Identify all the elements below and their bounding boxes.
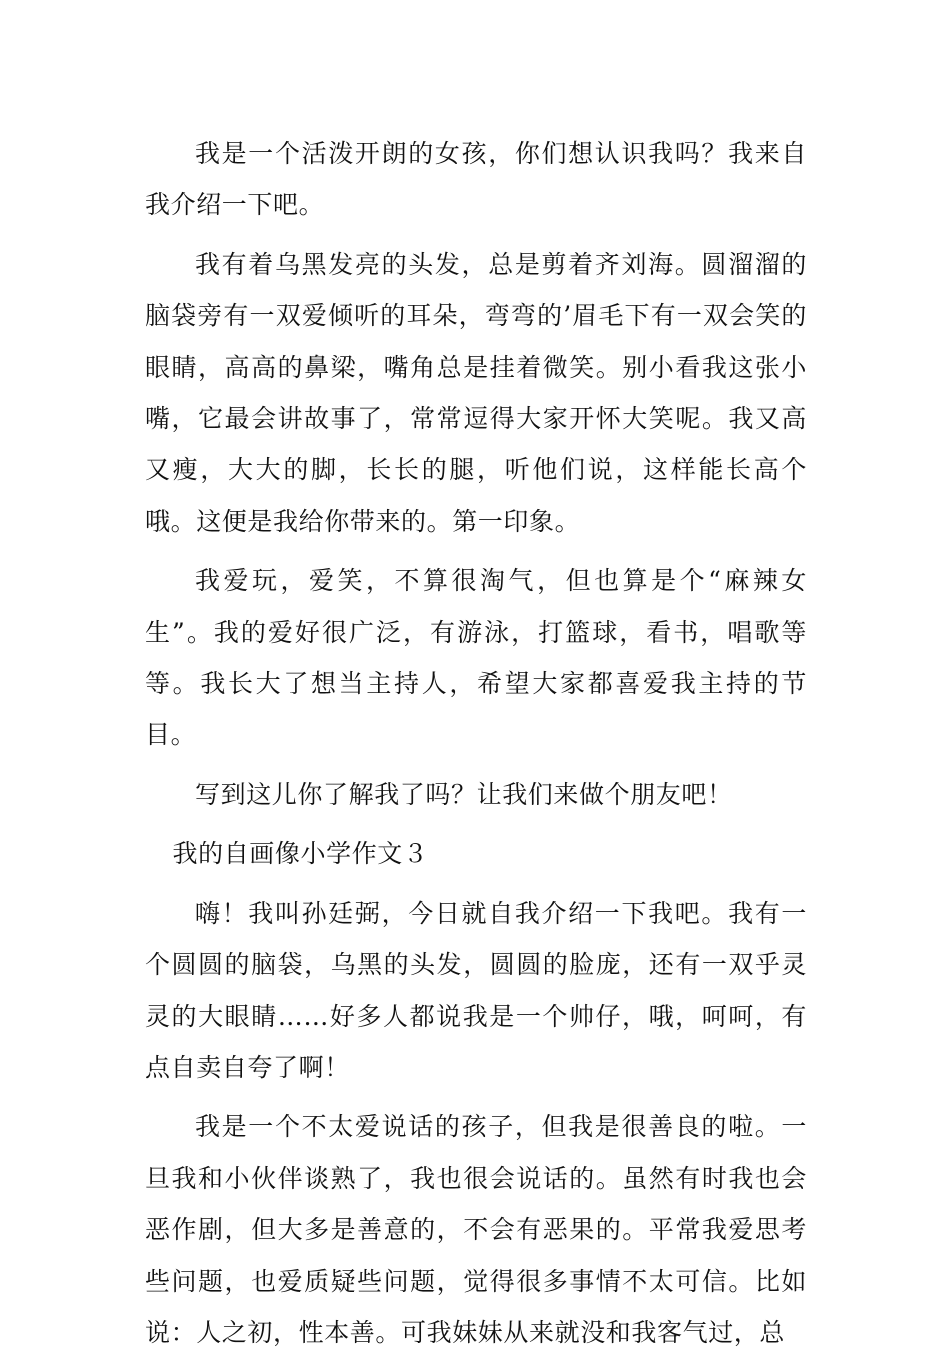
paragraph-appearance: 我有着乌黑发亮的头发，总是剪着齐刘海。圆溜溜的脑袋旁有一双爱倾听的耳朵，弯弯的’眉毛下有一双会笑的眼睛，高高的鼻梁，嘴角总是挂着微笑。别小看我这张小嘴，它最会讲故事了，常常逗得大家开怀大笑呢。我又高又瘦，大大的脚，长长的腿，听他们说，这样能长高个哦。这便是我给你带来的。第一印象。 — [145, 249, 807, 536]
paragraph-personality: 我是一个不太爱说话的孩子，但我是很善良的啦。一旦我和小伙伴谈熟了，我也很会说话的。虽然有时我也会恶作剧，但大多是善意的，不会有恶果的。平常我爱思考些问题，也爱质疑些问题，觉得很多事情不太可信。比如说：人之初，性本善。可我妹妹从来就没和我客气过，总 — [145, 1112, 807, 1347]
section-heading: 我的自画像小学作文３ — [172, 839, 429, 869]
document-body — [145, 128, 807, 1366]
paragraph-intro: 我是一个活泼开朗的女孩，你们想认识我吗？我来自我介绍一下吧。 — [145, 139, 807, 220]
paragraph-self-intro: 嗨！我叫孙廷弼，今日就自我介绍一下我吧。我有一个圆圆的脑袋，乌黑的头发，圆圆的脸庞，还有一双乎灵灵的大眼睛……好多人都说我是一个帅仔，哦，呵呵，有点自卖自夸了啊！ — [145, 898, 807, 1082]
paragraph-closing: 写到这儿你了解我了吗？让我们来做个朋友吧！ — [195, 779, 733, 809]
paragraph-hobbies: 我爱玩，爱笑，不算很淘气，但也算是个“麻辣女生”。我的爱好很广泛，有游泳，打篮球，看书，唱歌等等。我长大了想当主持人，希望大家都喜爱我主持的节目。 — [145, 566, 807, 750]
